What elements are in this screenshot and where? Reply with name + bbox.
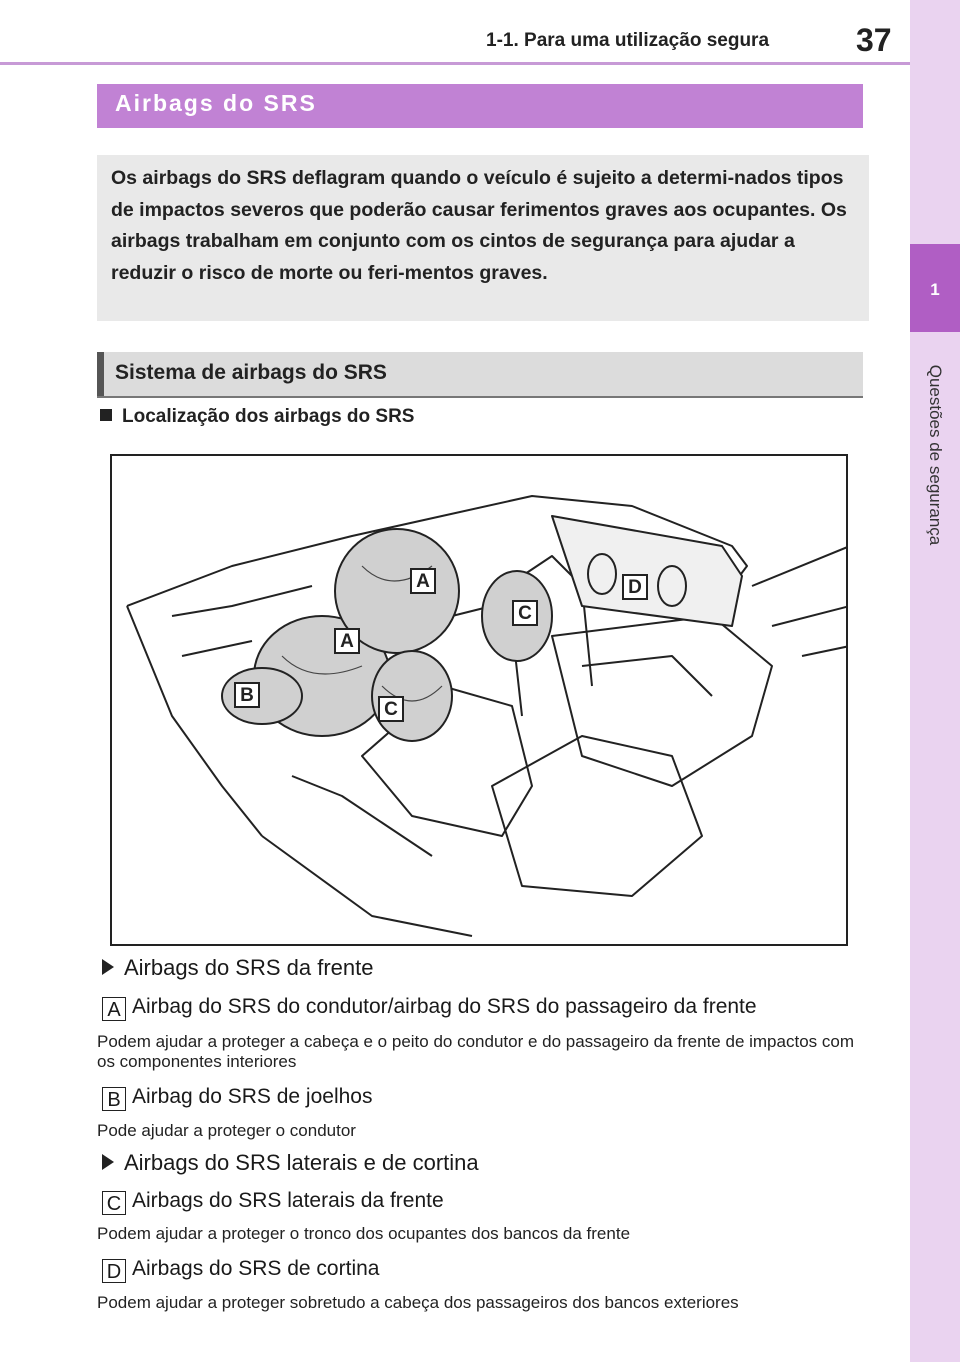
square-bullet-icon bbox=[100, 409, 112, 421]
legend-item-a-desc: Podem ajudar a proteger a cabeça e o peito do condutor e do passageiro da frente de impactos com os componentes interiores bbox=[97, 1032, 854, 1071]
callout-b: B bbox=[234, 682, 260, 708]
car-interior-illustration bbox=[112, 456, 848, 946]
letter-box-a: A bbox=[102, 997, 126, 1021]
chapter-number: 1 bbox=[930, 280, 940, 299]
legend-item-d-desc: Podem ajudar a proteger sobretudo a cabeça dos passageiros dos bancos exteriores bbox=[97, 1293, 739, 1312]
arrow-bullet-icon bbox=[102, 1154, 114, 1170]
header-rule bbox=[0, 62, 910, 65]
subsection-banner bbox=[97, 352, 863, 398]
location-heading bbox=[100, 406, 414, 428]
callout-a-lower: A bbox=[334, 628, 360, 654]
subsection-title: Sistema de airbags do SRS bbox=[115, 361, 387, 384]
letter-box-b: B bbox=[102, 1087, 126, 1111]
subsection-bar bbox=[97, 352, 104, 396]
legend-item-c bbox=[102, 1189, 444, 1215]
legend-group-front-label: Airbags do SRS da frente bbox=[124, 955, 374, 980]
section-title-banner bbox=[97, 84, 863, 128]
callout-c-lower: C bbox=[378, 696, 404, 722]
section-title: Airbags do SRS bbox=[115, 90, 317, 116]
legend-item-c-desc: Podem ajudar a proteger o tronco dos ocupantes dos bancos da frente bbox=[97, 1224, 631, 1243]
legend-group-side-label: Airbags do SRS laterais e de cortina bbox=[124, 1150, 479, 1175]
legend-item-d bbox=[102, 1257, 379, 1283]
legend-item-b-title: Airbag do SRS de joelhos bbox=[132, 1085, 373, 1108]
legend-item-d-title: Airbags do SRS de cortina bbox=[132, 1257, 380, 1280]
legend-item-a-title: Airbag do SRS do condutor/airbag do SRS do passageiro da frente bbox=[132, 995, 757, 1018]
callout-d: D bbox=[622, 574, 648, 600]
legend-item-a bbox=[102, 995, 757, 1021]
letter-box-c: C bbox=[102, 1191, 126, 1215]
chapter-sidebar bbox=[910, 0, 960, 1362]
running-header: 1-1. Para uma utilização segura bbox=[486, 30, 770, 51]
letter-box-d: D bbox=[102, 1259, 126, 1283]
callout-a-upper: A bbox=[410, 568, 436, 594]
legend-item-c-title: Airbags do SRS laterais da frente bbox=[132, 1189, 444, 1212]
legend-item-b bbox=[102, 1085, 373, 1111]
callout-c-upper: C bbox=[512, 600, 538, 626]
chapter-label: Questões de segurança bbox=[926, 364, 945, 546]
arrow-bullet-icon bbox=[102, 959, 114, 975]
location-title: Localização dos airbags do SRS bbox=[122, 406, 415, 427]
chapter-tab bbox=[910, 244, 960, 332]
intro-text: Os airbags do SRS deflagram quando o veículo é sujeito a determi-nados tipos de impactos severos que poderão causar ferimentos graves aos ocupantes. Os airbags trabalham em conjunto com os cintos de segurança para ajudar a reduzir o risco de morte ou feri-mentos graves. bbox=[111, 167, 847, 284]
airbag-location-figure bbox=[110, 454, 848, 946]
intro-box bbox=[97, 155, 869, 321]
legend-group-front bbox=[102, 955, 373, 981]
legend-group-side bbox=[102, 1150, 479, 1176]
page-number: 37 bbox=[856, 22, 892, 58]
legend-item-b-desc: Pode ajudar a proteger o condutor bbox=[97, 1121, 356, 1140]
